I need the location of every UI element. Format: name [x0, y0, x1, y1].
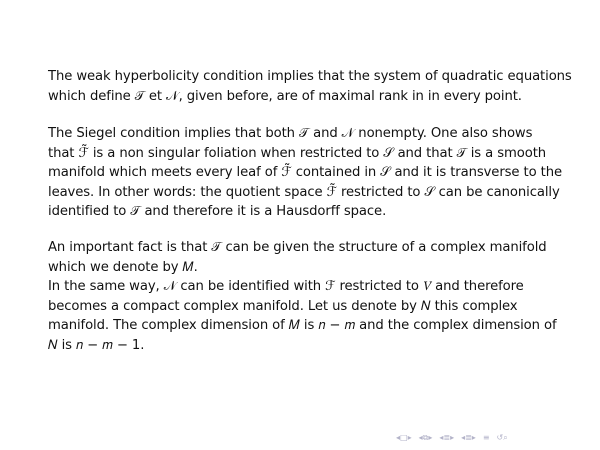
- beamer-navigation-bar: [396, 431, 508, 445]
- text-line: which we denote by 𝑀.: [48, 259, 198, 275]
- text-line: In the same way, 𝒩 can be identified with ℱ restricted to 𝑉 and therefore: [48, 279, 524, 294]
- paragraph-hyperbolicity: [48, 67, 572, 106]
- frame-icon[interactable]: □: [400, 433, 408, 442]
- toc-icon[interactable]: ≡: [482, 433, 490, 442]
- text-line: 𝑁 is 𝑛 − 𝑚 − 1.: [48, 337, 145, 353]
- text-line: An important fact is that 𝒯 can be given the structure of a complex manifold: [48, 240, 547, 255]
- subsubsection-next-icon[interactable]: ▸: [471, 433, 476, 442]
- frame-next-icon[interactable]: ▸: [407, 433, 412, 442]
- text-line: which define 𝒯 et 𝒩, given before, are of maximal rank in in every point.: [48, 88, 522, 104]
- subsection-prev-icon[interactable]: ◂: [418, 433, 423, 442]
- text-line: The weak hyperbolicity condition implies that the system of quadratic equations: [48, 69, 572, 84]
- text-line: becomes a compact complex manifold. Let us denote by 𝑁 this complex: [48, 298, 518, 314]
- frame-prev-icon[interactable]: ◂: [396, 433, 401, 442]
- paragraph-important-fact: [48, 238, 568, 277]
- subsubsection-prev-icon[interactable]: ◂: [461, 433, 466, 442]
- subsection-next-icon[interactable]: ▸: [428, 433, 433, 442]
- section-icon[interactable]: ≣: [443, 433, 451, 442]
- section-prev-icon[interactable]: ◂: [439, 433, 444, 442]
- text-line: identified to 𝒯 and therefore it is a Hausdorff space.: [48, 204, 387, 219]
- section-next-icon[interactable]: ▸: [450, 433, 455, 442]
- text-line: manifold which meets every leaf of ℱ̃ contained in 𝒮 and it is transverse to the: [48, 165, 562, 180]
- text-line: The Siegel condition implies that both 𝒯 and 𝒩 nonempty. One also shows: [48, 126, 533, 141]
- text-line: leaves. In other words: the quotient space ℱ̃ restricted to 𝒮 can be canonically: [48, 184, 560, 200]
- paragraph-same-way: [48, 277, 568, 355]
- search-icon[interactable]: ↺⌕: [496, 433, 508, 442]
- subsection-icon[interactable]: ⧉: [422, 433, 429, 442]
- text-line: that ℱ̃ is a non singular foliation when restricted to 𝒮 and that 𝒯 is a smooth: [48, 145, 547, 161]
- subsubsection-icon[interactable]: ≣: [465, 433, 472, 442]
- paragraph-siegel: [48, 124, 568, 222]
- text-line: manifold. The complex dimension of 𝑀 is 𝑛 − 𝑚 and the complex dimension of: [48, 318, 557, 333]
